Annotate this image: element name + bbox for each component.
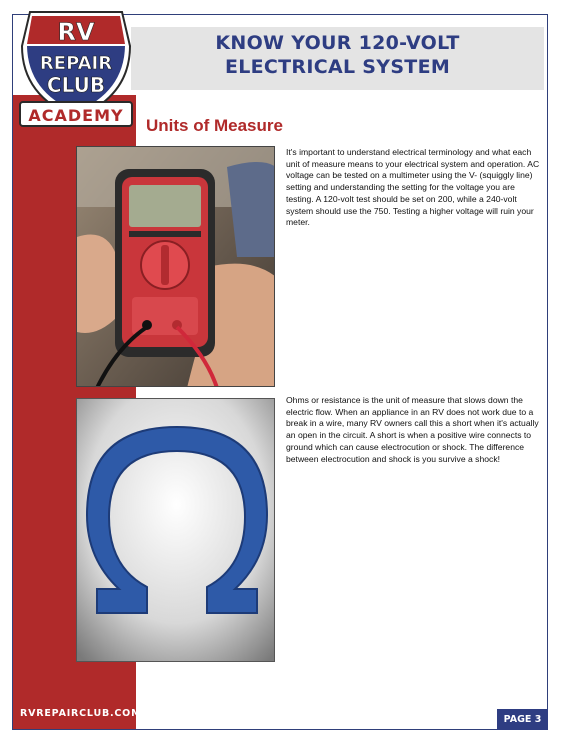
footer-website[interactable]: RVREPAIRCLUB.COM: [20, 708, 142, 719]
omega-symbol-image: [76, 398, 275, 662]
paragraph-voltage: It's important to understand electrical terminology and what each unit of measure means to your electrical system and operation. AC voltage can be tested on a multimeter using the V- (squiggly line) setting and understanding the setting for the voltage you are testing. A 120-volt test should be set on 200, while a 240-volt system should use the 750. Testing a higher voltage will ruin your meter.: [286, 147, 540, 228]
logo-club-text: CLUB: [46, 73, 106, 97]
section-heading: Units of Measure: [146, 116, 283, 135]
page-title-line-1: KNOW YOUR 120-VOLT: [215, 32, 460, 54]
logo-rv-text: RV: [57, 18, 95, 46]
paragraph-ohms: Ohms or resistance is the unit of measure that slows down the electric flow. When an appliance in an RV does not work due to a break in a wire, many RV owners call this a short when it's actually an open in the circuit. A short is when a positive wire connects to ground which can cause electrocution or shock. The difference between electrocution and shock is you survive a shock!: [286, 395, 539, 464]
page-title: [131, 31, 544, 79]
logo-academy-text: ACADEMY: [28, 106, 124, 125]
page-number-badge: PAGE 3: [497, 709, 548, 730]
page-title-line-2: ELECTRICAL SYSTEM: [224, 56, 451, 78]
rv-repair-club-logo: [18, 6, 134, 130]
logo-repair-text: REPAIR: [39, 53, 113, 74]
multimeter-photo: [76, 146, 275, 387]
